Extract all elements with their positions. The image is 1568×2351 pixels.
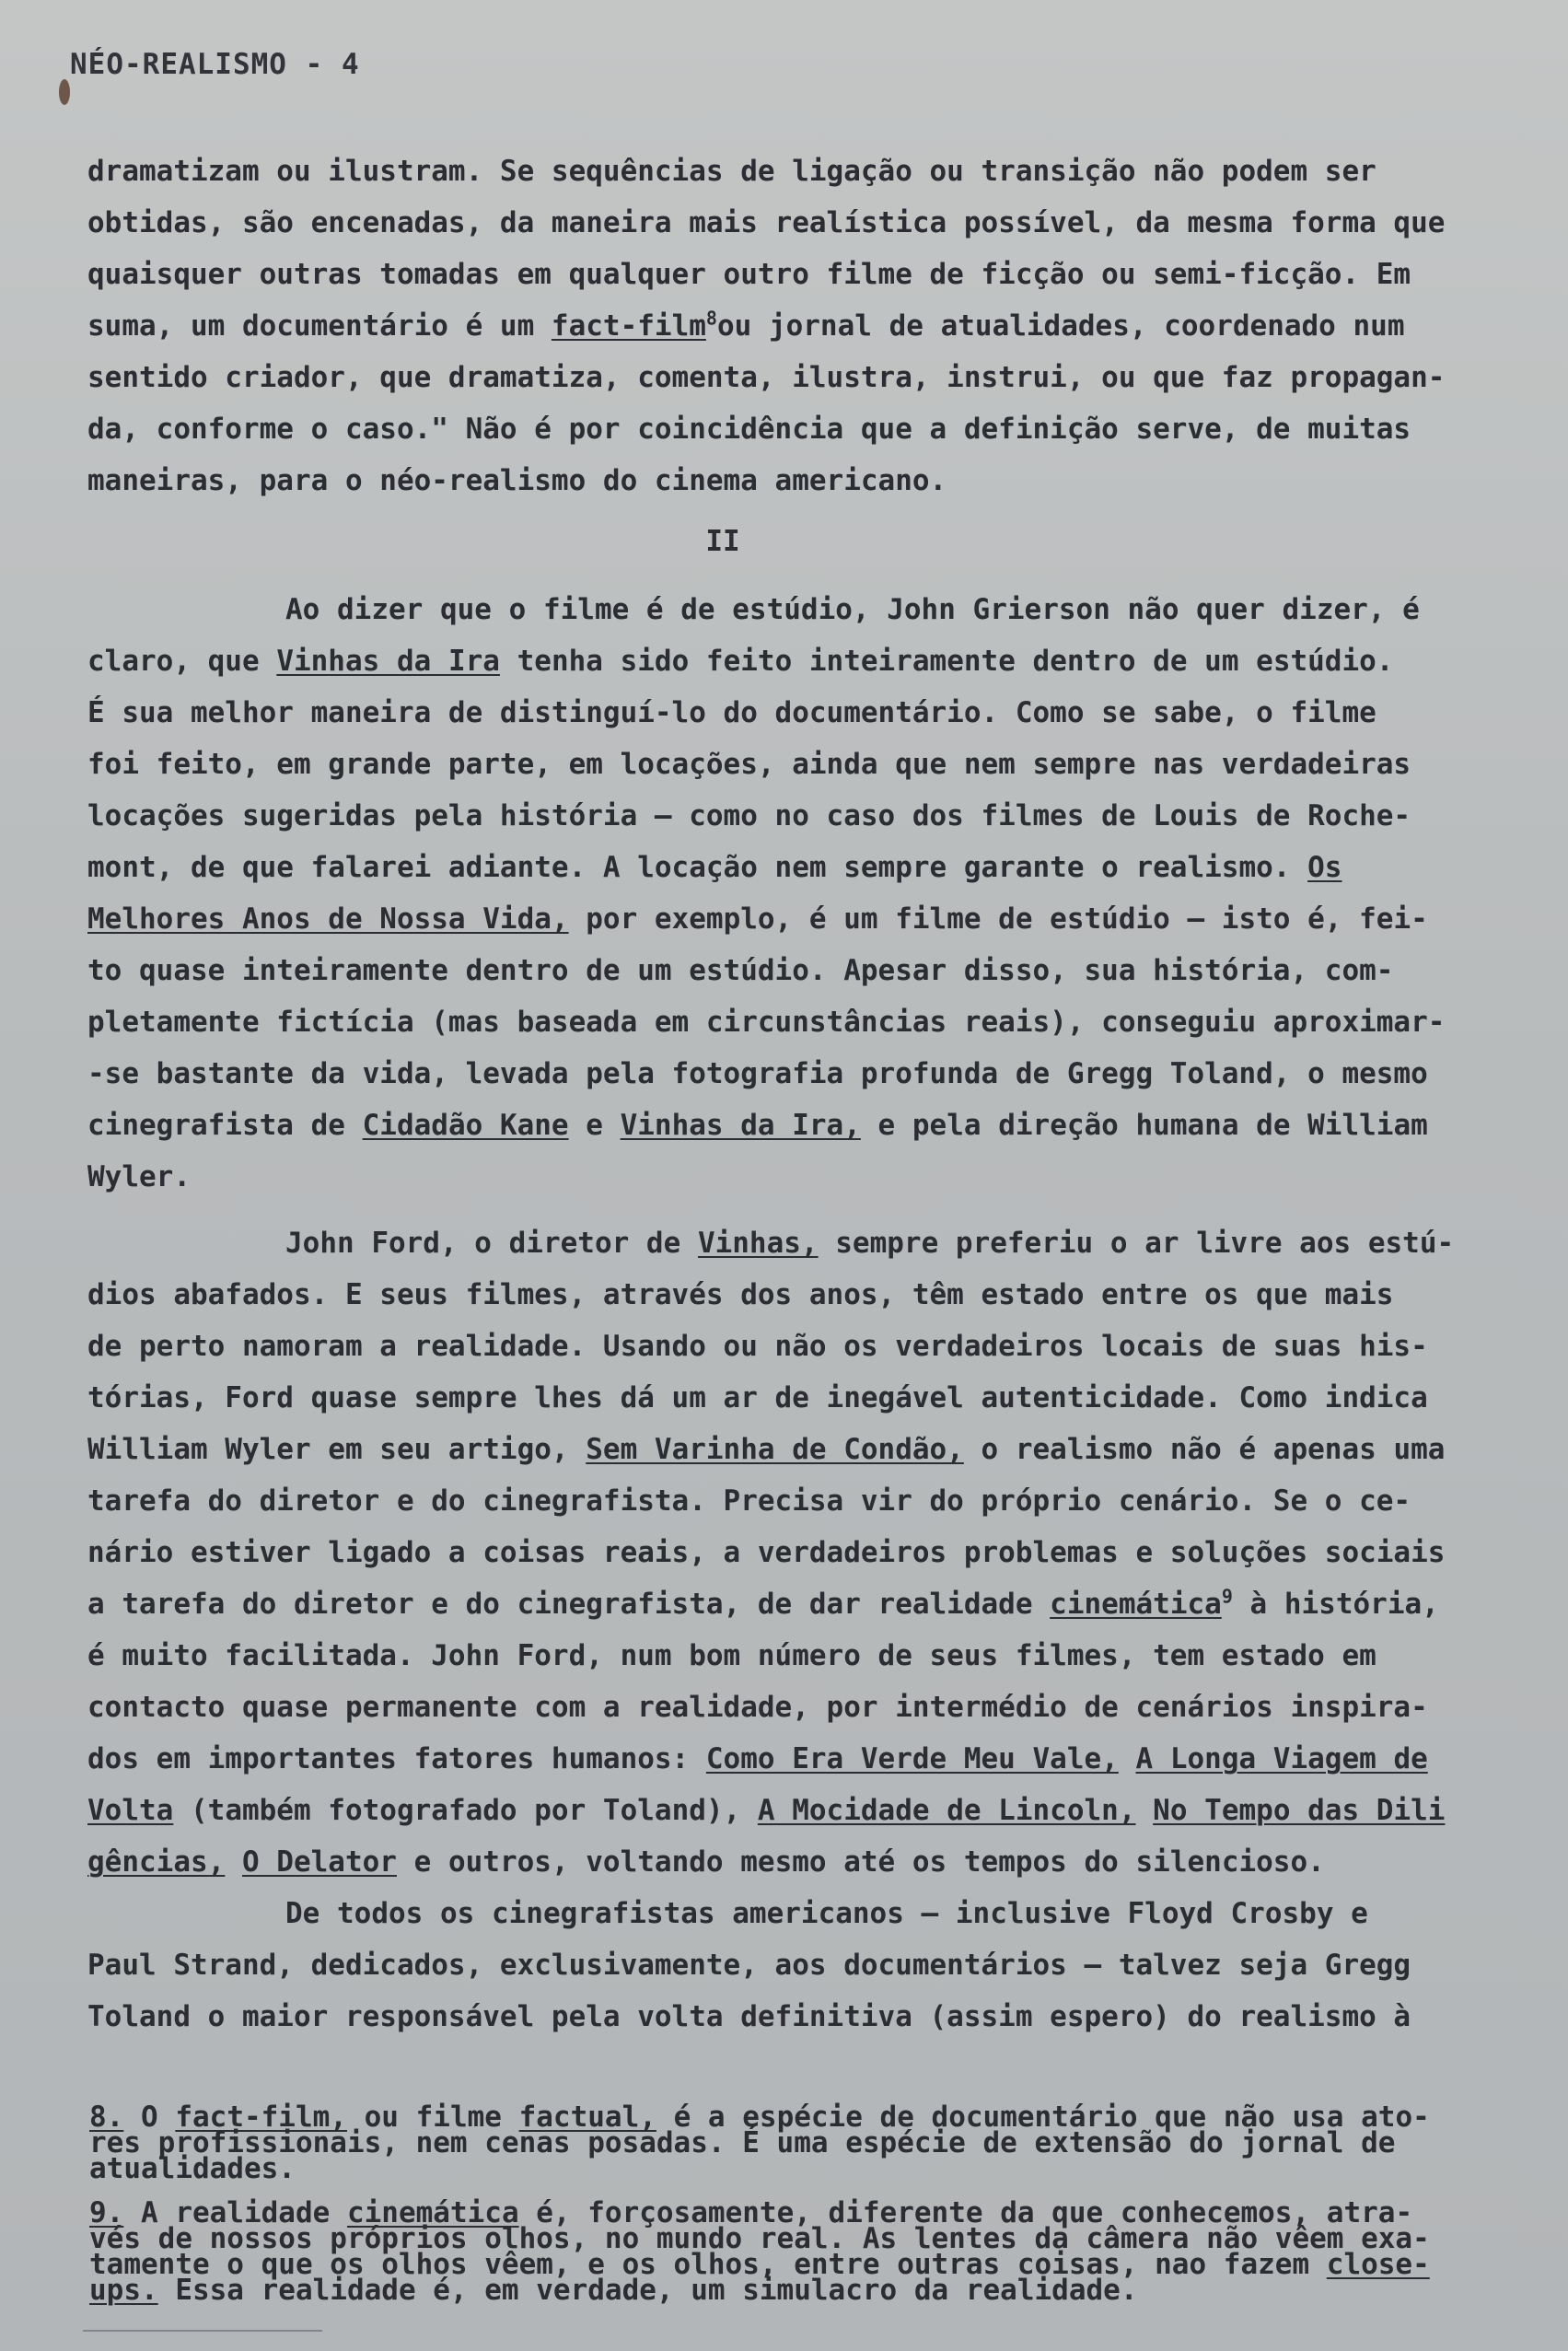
film-title: O Delator [241, 1845, 397, 1879]
body-text [87, 145, 1542, 2043]
text-line: maneiras, para o néo-realismo do cinema americano. [87, 464, 947, 497]
text-line: de perto namoram a realidade. Usando ou não os verdadeiros locais de suas his- [87, 1330, 1428, 1363]
text-line: -se bastante da vida, levada pela fotografia profunda de Gregg Toland, o mesmo [87, 1057, 1428, 1090]
text-line: Ao dizer que o filme é de estúdio, John Grierson não quer dizer, é [285, 593, 1420, 626]
footnote-line: tamente o que os olhos vêem, e os olhos, entre outras coisas, nao fazem close- [89, 2248, 1430, 2281]
underlined-term: fact-film [551, 309, 706, 343]
text-line: dos em importantes fatores humanos: Como Era Verde Meu Vale, A Longa Viagem de [87, 1742, 1428, 1775]
text-line: Volta (também fotografado por Toland), A Mocidade de Lincoln, No Tempo das Dili [87, 1794, 1446, 1827]
underlined-term: cinemática [1050, 1588, 1222, 1621]
text-line: cinegrafista de Cidadão Kane e Vinhas da Ira, e pela direção humana de William [87, 1109, 1428, 1142]
section-heading: II [705, 525, 740, 558]
film-title: Vinhas da Ira [276, 645, 500, 678]
text-line: Melhores Anos de Nossa Vida, por exemplo, é um filme de estúdio — isto é, fei- [87, 902, 1428, 936]
text-line: Toland o maior responsável pela volta definitiva (assim espero) do realismo à [87, 2000, 1411, 2033]
footnotes [89, 2101, 1544, 2307]
text-line: pletamente fictícia (mas baseada em circunstâncias reais), conseguiu aproximar- [87, 1006, 1446, 1039]
text-line: nário estiver ligado a coisas reais, a verdadeiros problemas e soluções sociais [87, 1536, 1446, 1569]
text-line: gências, O Delator e outros, voltando mesmo até os tempos do silencioso. [87, 1845, 1325, 1879]
ink-stain [59, 79, 70, 105]
film-title: A Mocidade de Lincoln, [757, 1794, 1136, 1827]
text-line: claro, que Vinhas da Ira tenha sido feito inteiramente dentro de um estúdio. [87, 645, 1394, 678]
film-title: A Longa Viagem de [1135, 1742, 1428, 1775]
text-line: mont, de que falarei adiante. A locação nem sempre garante o realismo. Os [87, 851, 1342, 884]
text-line: contacto quase permanente com a realidade, por intermédio de cenários inspira- [87, 1691, 1428, 1724]
text-line: a tarefa do diretor e do cinegrafista, de dar realidade cinemática$^9$ à história, [87, 1585, 1439, 1621]
text-line: De todos os cinegrafistas americanos — inclusive Floyd Crosby e [285, 1897, 1368, 1930]
text-line: quaisquer outras tomadas em qualquer outro filme de ficção ou semi-ficção. Em [87, 258, 1411, 291]
text-line: obtidas, são encenadas, da maneira mais realística possível, da mesma forma que [87, 206, 1446, 239]
footnote-ref: 9 [1221, 1585, 1233, 1608]
text-line: John Ford, o diretor de Vinhas, sempre preferiu o ar livre aos estú- [285, 1227, 1455, 1260]
text-line: dios abafados. E seus filmes, através dos anos, têm estado entre os que mais [87, 1278, 1394, 1311]
page-header: NÉO-REALISMO - 4 [70, 48, 360, 81]
text-line: tarefa do diretor e do cinegrafista. Precisa vir do próprio cenário. Se o ce- [87, 1484, 1411, 1518]
footnote-number: 9. [89, 2196, 124, 2229]
film-title: Volta [87, 1794, 174, 1827]
footnote-line: vés de nossos próprios olhos, no mundo real. As lentes da câmera não vêem exa- [89, 2222, 1430, 2255]
text-line: William Wyler em seu artigo, Sem Varinha de Condão, o realismo não é apenas uma [87, 1433, 1446, 1466]
text-line: to quase inteiramente dentro de um estúdio. Apesar disso, sua história, com- [87, 954, 1394, 987]
footnote-8: 8. O fact-film, ou filme factual, é a espécie de documentário que não usa ato- [89, 2101, 1430, 2134]
film-title: gências, [87, 1845, 226, 1879]
film-title: Os [1307, 851, 1342, 884]
footnote-number: 8. [89, 2101, 124, 2134]
text-line: suma, um documentário é um fact-film$^8$ou jornal de atualidades, coordenado num [87, 307, 1405, 343]
footnote-9: 9. A realidade cinemática é, forçosamente, diferente da que conhecemos, atra- [89, 2196, 1413, 2229]
text-line: dramatizam ou ilustram. Se sequências de ligação ou transição não podem ser [87, 155, 1376, 188]
text-line: é muito facilitada. John Ford, num bom número de seus filmes, tem estado em [87, 1639, 1376, 1672]
page-edge-mark [83, 2330, 322, 2350]
film-title: Melhores Anos de Nossa Vida, [87, 902, 569, 936]
article-title: Sem Varinha de Condão, [586, 1433, 964, 1466]
text-line: foi feito, em grande parte, em locações, ainda que nem sempre nas verdadeiras [87, 748, 1411, 781]
footnote-line: res profissionais, nem cenas posadas. É uma espécie de extensão do jornal de [89, 2126, 1396, 2159]
film-title: Cidadão Kane [362, 1109, 569, 1142]
film-title: Vinhas, [697, 1227, 819, 1260]
text-line: da, conforme o caso." Não é por coincidência que a definição serve, de muitas [87, 413, 1411, 446]
footnote-line: atualidades. [89, 2152, 296, 2185]
film-title: No Tempo das Dili [1153, 1794, 1446, 1827]
text-line: Paul Strand, dedicados, exclusivamente, aos documentários — talvez seja Gregg [87, 1949, 1411, 1982]
film-title: Vinhas da Ira, [620, 1109, 861, 1142]
text-line: locações sugeridas pela história — como no caso dos filmes de Louis de Roche- [87, 799, 1411, 832]
footnote-ref: 8 [705, 307, 717, 330]
text-line: tórias, Ford quase sempre lhes dá um ar de inegável autenticidade. Como indica [87, 1381, 1428, 1414]
footnote-line: ups. Essa realidade é, em verdade, um simulacro da realidade. [89, 2274, 1138, 2307]
text-line: Wyler. [87, 1160, 191, 1193]
text-line: sentido criador, que dramatiza, comenta, ilustra, instrui, ou que faz propagan- [87, 361, 1446, 394]
text-line: É sua melhor maneira de distinguí-lo do documentário. Como se sabe, o filme [87, 696, 1376, 729]
film-title: Como Era Verde Meu Vale, [705, 1742, 1119, 1775]
